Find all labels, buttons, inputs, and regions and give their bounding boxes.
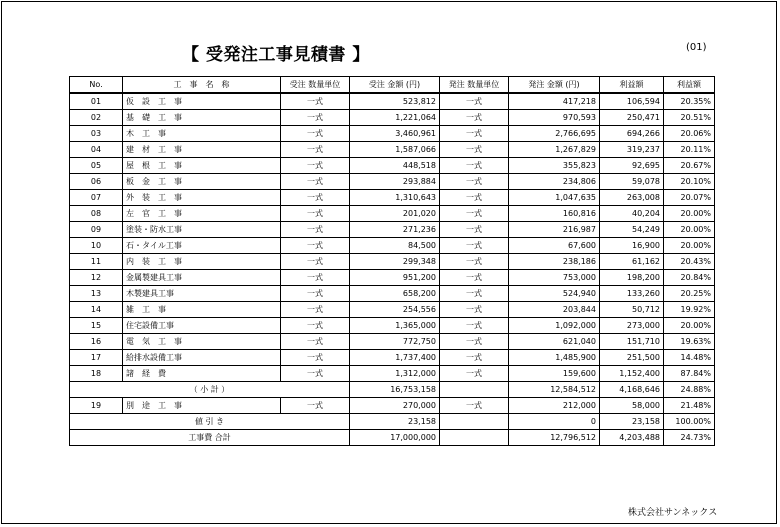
row-order-amount: 772,750	[350, 334, 440, 350]
total-purchase-amount: 12,796,512	[509, 430, 600, 446]
row-no: 03	[70, 126, 123, 142]
row-purchase-amount: 234,806	[509, 174, 600, 190]
row-purchase-qty: 一式	[440, 190, 509, 206]
row-purchase-qty: 一式	[440, 110, 509, 126]
row-order-qty: 一式	[281, 286, 350, 302]
row-work-name: 諸 経 費	[123, 366, 281, 382]
row-purchase-qty: 一式	[440, 93, 509, 110]
row-work-name: 木 工 事	[123, 126, 281, 142]
row-profit: 92,695	[600, 158, 664, 174]
table-row	[70, 366, 715, 382]
header-work-name: 工 事 名 称	[123, 77, 281, 94]
row-no: 06	[70, 174, 123, 190]
table-row	[70, 142, 715, 158]
row-purchase-amount: 216,987	[509, 222, 600, 238]
discount-empty-cell	[440, 414, 509, 430]
row-profit-rate: 19.63%	[664, 334, 715, 350]
row-order-qty: 一式	[281, 174, 350, 190]
row-order-amount: 658,200	[350, 286, 440, 302]
row-order-amount: 84,500	[350, 238, 440, 254]
row-order-amount: 1,737,400	[350, 350, 440, 366]
row-profit-rate: 20.06%	[664, 126, 715, 142]
table-row	[70, 334, 715, 350]
row-order-amount: 951,200	[350, 270, 440, 286]
row-profit-rate: 20.00%	[664, 238, 715, 254]
row-order-amount: 1,221,064	[350, 110, 440, 126]
row-profit: 61,162	[600, 254, 664, 270]
row-profit: 694,266	[600, 126, 664, 142]
row-order-qty: 一式	[281, 158, 350, 174]
row-order-amount: 293,884	[350, 174, 440, 190]
row-profit: 58,000	[600, 398, 664, 414]
row-order-qty: 一式	[281, 366, 350, 382]
row-profit-rate: 20.00%	[664, 222, 715, 238]
row-profit-rate: 20.84%	[664, 270, 715, 286]
row-work-name: 金属製建具工事	[123, 270, 281, 286]
row-profit-rate: 20.11%	[664, 142, 715, 158]
row-order-amount: 1,312,000	[350, 366, 440, 382]
row-profit: 106,594	[600, 93, 664, 110]
table-row	[70, 174, 715, 190]
row-order-qty: 一式	[281, 93, 350, 110]
row-profit: 251,500	[600, 350, 664, 366]
row-profit: 40,204	[600, 206, 664, 222]
row-work-name: 電 気 工 事	[123, 334, 281, 350]
row-purchase-qty: 一式	[440, 398, 509, 414]
row-profit-rate: 19.92%	[664, 302, 715, 318]
row-no: 05	[70, 158, 123, 174]
row-purchase-amount: 212,000	[509, 398, 600, 414]
row-purchase-qty: 一式	[440, 174, 509, 190]
row-purchase-qty: 一式	[440, 366, 509, 382]
table-row	[70, 158, 715, 174]
table-row	[70, 398, 715, 414]
row-purchase-amount: 2,766,695	[509, 126, 600, 142]
row-purchase-qty: 一式	[440, 302, 509, 318]
header-no: No.	[70, 77, 123, 94]
row-order-qty: 一式	[281, 206, 350, 222]
row-profit-rate: 20.51%	[664, 110, 715, 126]
estimate-table	[69, 76, 715, 446]
table-row	[70, 126, 715, 142]
header-purchase-qty: 発注 数量単位	[440, 77, 509, 94]
header-purchase-amount: 発注 金額 (円)	[509, 77, 600, 94]
document-title: 【 受発注工事見積書 】	[182, 45, 370, 65]
row-purchase-qty: 一式	[440, 270, 509, 286]
row-purchase-amount: 621,040	[509, 334, 600, 350]
discount-order-amount: 23,158	[350, 414, 440, 430]
row-work-name: 雑 工 事	[123, 302, 281, 318]
row-purchase-qty: 一式	[440, 334, 509, 350]
row-purchase-amount: 1,092,000	[509, 318, 600, 334]
header-order-qty: 受注 数量単位	[281, 77, 350, 94]
subtotal-purchase-amount: 12,584,512	[509, 382, 600, 398]
discount-profit-rate: 100.00%	[664, 414, 715, 430]
row-profit-rate: 21.48%	[664, 398, 715, 414]
row-profit: 133,260	[600, 286, 664, 302]
row-work-name: 板 金 工 事	[123, 174, 281, 190]
row-no: 13	[70, 286, 123, 302]
row-order-qty: 一式	[281, 318, 350, 334]
row-profit-rate: 87.84%	[664, 366, 715, 382]
row-order-amount: 254,556	[350, 302, 440, 318]
page-number: (01)	[686, 42, 707, 53]
row-order-qty: 一式	[281, 142, 350, 158]
row-profit: 50,712	[600, 302, 664, 318]
row-purchase-amount: 238,186	[509, 254, 600, 270]
row-work-name: 内 装 工 事	[123, 254, 281, 270]
row-no: 12	[70, 270, 123, 286]
total-profit-rate: 24.73%	[664, 430, 715, 446]
row-no: 09	[70, 222, 123, 238]
row-profit: 250,471	[600, 110, 664, 126]
row-order-qty: 一式	[281, 254, 350, 270]
row-work-name: 塗装・防水工事	[123, 222, 281, 238]
row-order-amount: 448,518	[350, 158, 440, 174]
row-work-name: 外 装 工 事	[123, 190, 281, 206]
table-row	[70, 318, 715, 334]
discount-profit: 23,158	[600, 414, 664, 430]
row-profit: 151,710	[600, 334, 664, 350]
subtotal-order-amount: 16,753,158	[350, 382, 440, 398]
row-profit-rate: 20.07%	[664, 190, 715, 206]
row-purchase-qty: 一式	[440, 206, 509, 222]
table-row	[70, 238, 715, 254]
table-row	[70, 222, 715, 238]
discount-row	[70, 414, 715, 430]
row-profit-rate: 20.67%	[664, 158, 715, 174]
table-row	[70, 190, 715, 206]
discount-label: 値 引 き	[70, 414, 350, 430]
row-purchase-amount: 160,816	[509, 206, 600, 222]
row-profit: 198,200	[600, 270, 664, 286]
row-order-qty: 一式	[281, 270, 350, 286]
row-work-name: 建 材 工 事	[123, 142, 281, 158]
row-order-amount: 270,000	[350, 398, 440, 414]
row-profit: 1,152,400	[600, 366, 664, 382]
total-profit: 4,203,488	[600, 430, 664, 446]
row-purchase-qty: 一式	[440, 222, 509, 238]
row-order-amount: 3,460,961	[350, 126, 440, 142]
row-purchase-qty: 一式	[440, 350, 509, 366]
row-purchase-qty: 一式	[440, 286, 509, 302]
row-order-qty: 一式	[281, 126, 350, 142]
header-profit-rate: 利益額	[664, 77, 715, 94]
row-no: 08	[70, 206, 123, 222]
header-order-amount: 受注 金額 (円)	[350, 77, 440, 94]
row-work-name: 屋 根 工 事	[123, 158, 281, 174]
row-work-name: 木製建具工事	[123, 286, 281, 302]
row-purchase-amount: 1,485,900	[509, 350, 600, 366]
row-no: 10	[70, 238, 123, 254]
table-row	[70, 93, 715, 110]
subtotal-profit-rate: 24.88%	[664, 382, 715, 398]
row-profit-rate: 20.00%	[664, 318, 715, 334]
row-order-amount: 1,587,066	[350, 142, 440, 158]
row-no: 18	[70, 366, 123, 382]
row-order-amount: 1,310,643	[350, 190, 440, 206]
row-order-amount: 1,365,000	[350, 318, 440, 334]
table-row	[70, 350, 715, 366]
row-purchase-qty: 一式	[440, 142, 509, 158]
row-profit-rate: 14.48%	[664, 350, 715, 366]
row-profit: 59,078	[600, 174, 664, 190]
row-profit-rate: 20.00%	[664, 206, 715, 222]
row-purchase-amount: 203,844	[509, 302, 600, 318]
row-no: 17	[70, 350, 123, 366]
row-order-qty: 一式	[281, 238, 350, 254]
row-no: 07	[70, 190, 123, 206]
header-profit: 利益額	[600, 77, 664, 94]
row-purchase-amount: 67,600	[509, 238, 600, 254]
discount-purchase-amount: 0	[509, 414, 600, 430]
row-order-qty: 一式	[281, 398, 350, 414]
row-purchase-amount: 753,000	[509, 270, 600, 286]
row-order-amount: 201,020	[350, 206, 440, 222]
row-purchase-amount: 417,218	[509, 93, 600, 110]
row-work-name: 仮 設 工 事	[123, 93, 281, 110]
row-no: 15	[70, 318, 123, 334]
row-no: 04	[70, 142, 123, 158]
table-row	[70, 110, 715, 126]
row-profit-rate: 20.25%	[664, 286, 715, 302]
total-row	[70, 430, 715, 446]
row-profit: 319,237	[600, 142, 664, 158]
row-no: 14	[70, 302, 123, 318]
row-profit-rate: 20.35%	[664, 93, 715, 110]
total-label: 工事費 合計	[70, 430, 350, 446]
row-profit-rate: 20.10%	[664, 174, 715, 190]
row-order-qty: 一式	[281, 190, 350, 206]
table-row	[70, 270, 715, 286]
row-profit-rate: 20.43%	[664, 254, 715, 270]
row-purchase-amount: 524,940	[509, 286, 600, 302]
row-order-amount: 299,348	[350, 254, 440, 270]
row-order-qty: 一式	[281, 110, 350, 126]
row-work-name: 石・タイル工事	[123, 238, 281, 254]
row-no: 16	[70, 334, 123, 350]
row-profit: 263,008	[600, 190, 664, 206]
table-header-row	[70, 77, 715, 94]
table-row	[70, 254, 715, 270]
row-work-name: 給排水設備工事	[123, 350, 281, 366]
row-purchase-qty: 一式	[440, 238, 509, 254]
row-no: 11	[70, 254, 123, 270]
row-work-name: 左 官 工 事	[123, 206, 281, 222]
row-no: 01	[70, 93, 123, 110]
row-no: 02	[70, 110, 123, 126]
row-purchase-qty: 一式	[440, 318, 509, 334]
total-empty-cell	[440, 430, 509, 446]
row-purchase-amount: 970,593	[509, 110, 600, 126]
subtotal-empty-cell	[440, 382, 509, 398]
total-order-amount: 17,000,000	[350, 430, 440, 446]
table-row	[70, 286, 715, 302]
row-profit: 16,900	[600, 238, 664, 254]
row-purchase-amount: 355,823	[509, 158, 600, 174]
row-order-amount: 523,812	[350, 93, 440, 110]
row-work-name: 住宅設備工事	[123, 318, 281, 334]
row-order-qty: 一式	[281, 222, 350, 238]
row-purchase-qty: 一式	[440, 158, 509, 174]
subtotal-label: （ 小 計 ）	[70, 382, 350, 398]
subtotal-row	[70, 382, 715, 398]
table-row	[70, 302, 715, 318]
row-profit: 54,249	[600, 222, 664, 238]
row-order-qty: 一式	[281, 302, 350, 318]
row-purchase-amount: 159,600	[509, 366, 600, 382]
row-work-name: 別 途 工 事	[123, 398, 281, 414]
row-work-name: 基 礎 工 事	[123, 110, 281, 126]
row-purchase-amount: 1,047,635	[509, 190, 600, 206]
row-profit: 273,000	[600, 318, 664, 334]
row-purchase-qty: 一式	[440, 126, 509, 142]
row-no: 19	[70, 398, 123, 414]
row-purchase-qty: 一式	[440, 254, 509, 270]
company-name: 株式会社サンネックス	[628, 508, 718, 518]
table-row	[70, 206, 715, 222]
row-order-amount: 271,236	[350, 222, 440, 238]
subtotal-profit: 4,168,646	[600, 382, 664, 398]
row-purchase-amount: 1,267,829	[509, 142, 600, 158]
row-order-qty: 一式	[281, 350, 350, 366]
row-order-qty: 一式	[281, 334, 350, 350]
